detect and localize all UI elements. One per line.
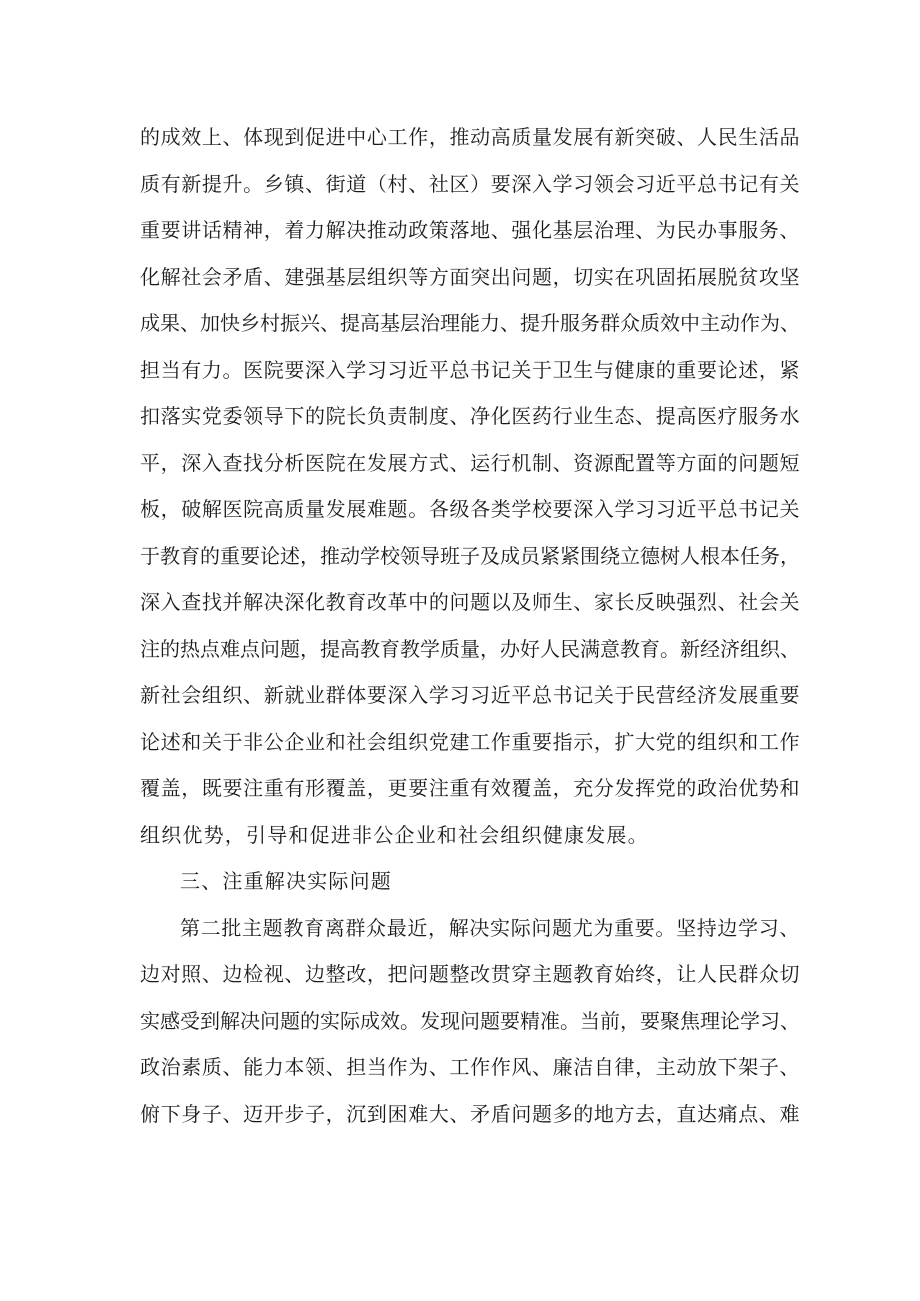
- text-line: 扣落实党委领导下的院长负责制度、净化医药行业生态、提高医疗服务水: [140, 404, 801, 428]
- text-line: 第二批主题教育离群众最近，解决实际问题尤为重要。坚持边学习、: [180, 915, 801, 940]
- text-line: 化解社会矛盾、建强基层组织等方面突出问题，切实在巩固拓展脱贫攻坚: [140, 264, 801, 289]
- section-heading: 三、注重解决实际问题: [180, 869, 392, 893]
- text-line: 的成效上、体现到促进中心工作，推动高质量发展有新突破、人民生活品: [140, 125, 801, 149]
- text-line: 论述和关于非公企业和社会组织党建工作重要指示，扩大党的组织和工作: [140, 729, 801, 754]
- text-line: 实感受到解决问题的实际成效。发现问题要精准。当前，要聚焦理论学习、: [140, 1008, 800, 1033]
- text-line: 覆盖，既要注重有形覆盖，更要注重有效覆盖，充分发挥党的政治优势和: [140, 776, 801, 800]
- text-line: 质有新提升。乡镇、街道（村、社区）要深入学习领会习近平总书记有关: [140, 171, 801, 196]
- text-line: 重要讲话精神，着力解决推动政策落地、强化基层治理、为民办事服务、: [140, 218, 801, 242]
- text-line: 新社会组织、新就业群体要深入学习习近平总书记关于民营经济发展重要: [140, 683, 801, 707]
- text-line: 边对照、边检视、边整改，把问题整改贯穿主题教育始终，让人民群众切: [140, 962, 801, 986]
- text-line: 平，深入查找分析医院在发展方式、运行机制、资源配置等方面的问题短: [140, 450, 801, 475]
- text-line: 深入查找并解决深化教育改革中的问题以及师生、家长反映强烈、社会关: [140, 590, 801, 614]
- text-line: 板，破解医院高质量发展难题。各级各类学校要深入学习习近平总书记关: [140, 497, 801, 521]
- text-line: 于教育的重要论述，推动学校领导班子及成员紧紧围绕立德树人根本任务，: [140, 543, 800, 568]
- body-text: [140, 114, 800, 1137]
- text-line: 组织优势，引导和促进非公企业和社会组织健康发展。: [140, 822, 649, 847]
- text-line: 成果、加快乡村振兴、提高基层治理能力、提升服务群众质效中主动作为、: [140, 311, 800, 335]
- text-line: 注的热点难点问题，提高教育教学质量，办好人民满意教育。新经济组织、: [140, 636, 800, 661]
- text-line: 政治素质、能力本领、担当作为、工作作风、廉洁自律，主动放下架子、: [140, 1055, 801, 1079]
- text-line: 担当有力。医院要深入学习习近平总书记关于卫生与健康的重要论述，紧: [140, 357, 801, 382]
- text-line: 俯下身子、迈开步子，沉到困难大、矛盾问题多的地方去，直达痛点、难: [140, 1101, 801, 1126]
